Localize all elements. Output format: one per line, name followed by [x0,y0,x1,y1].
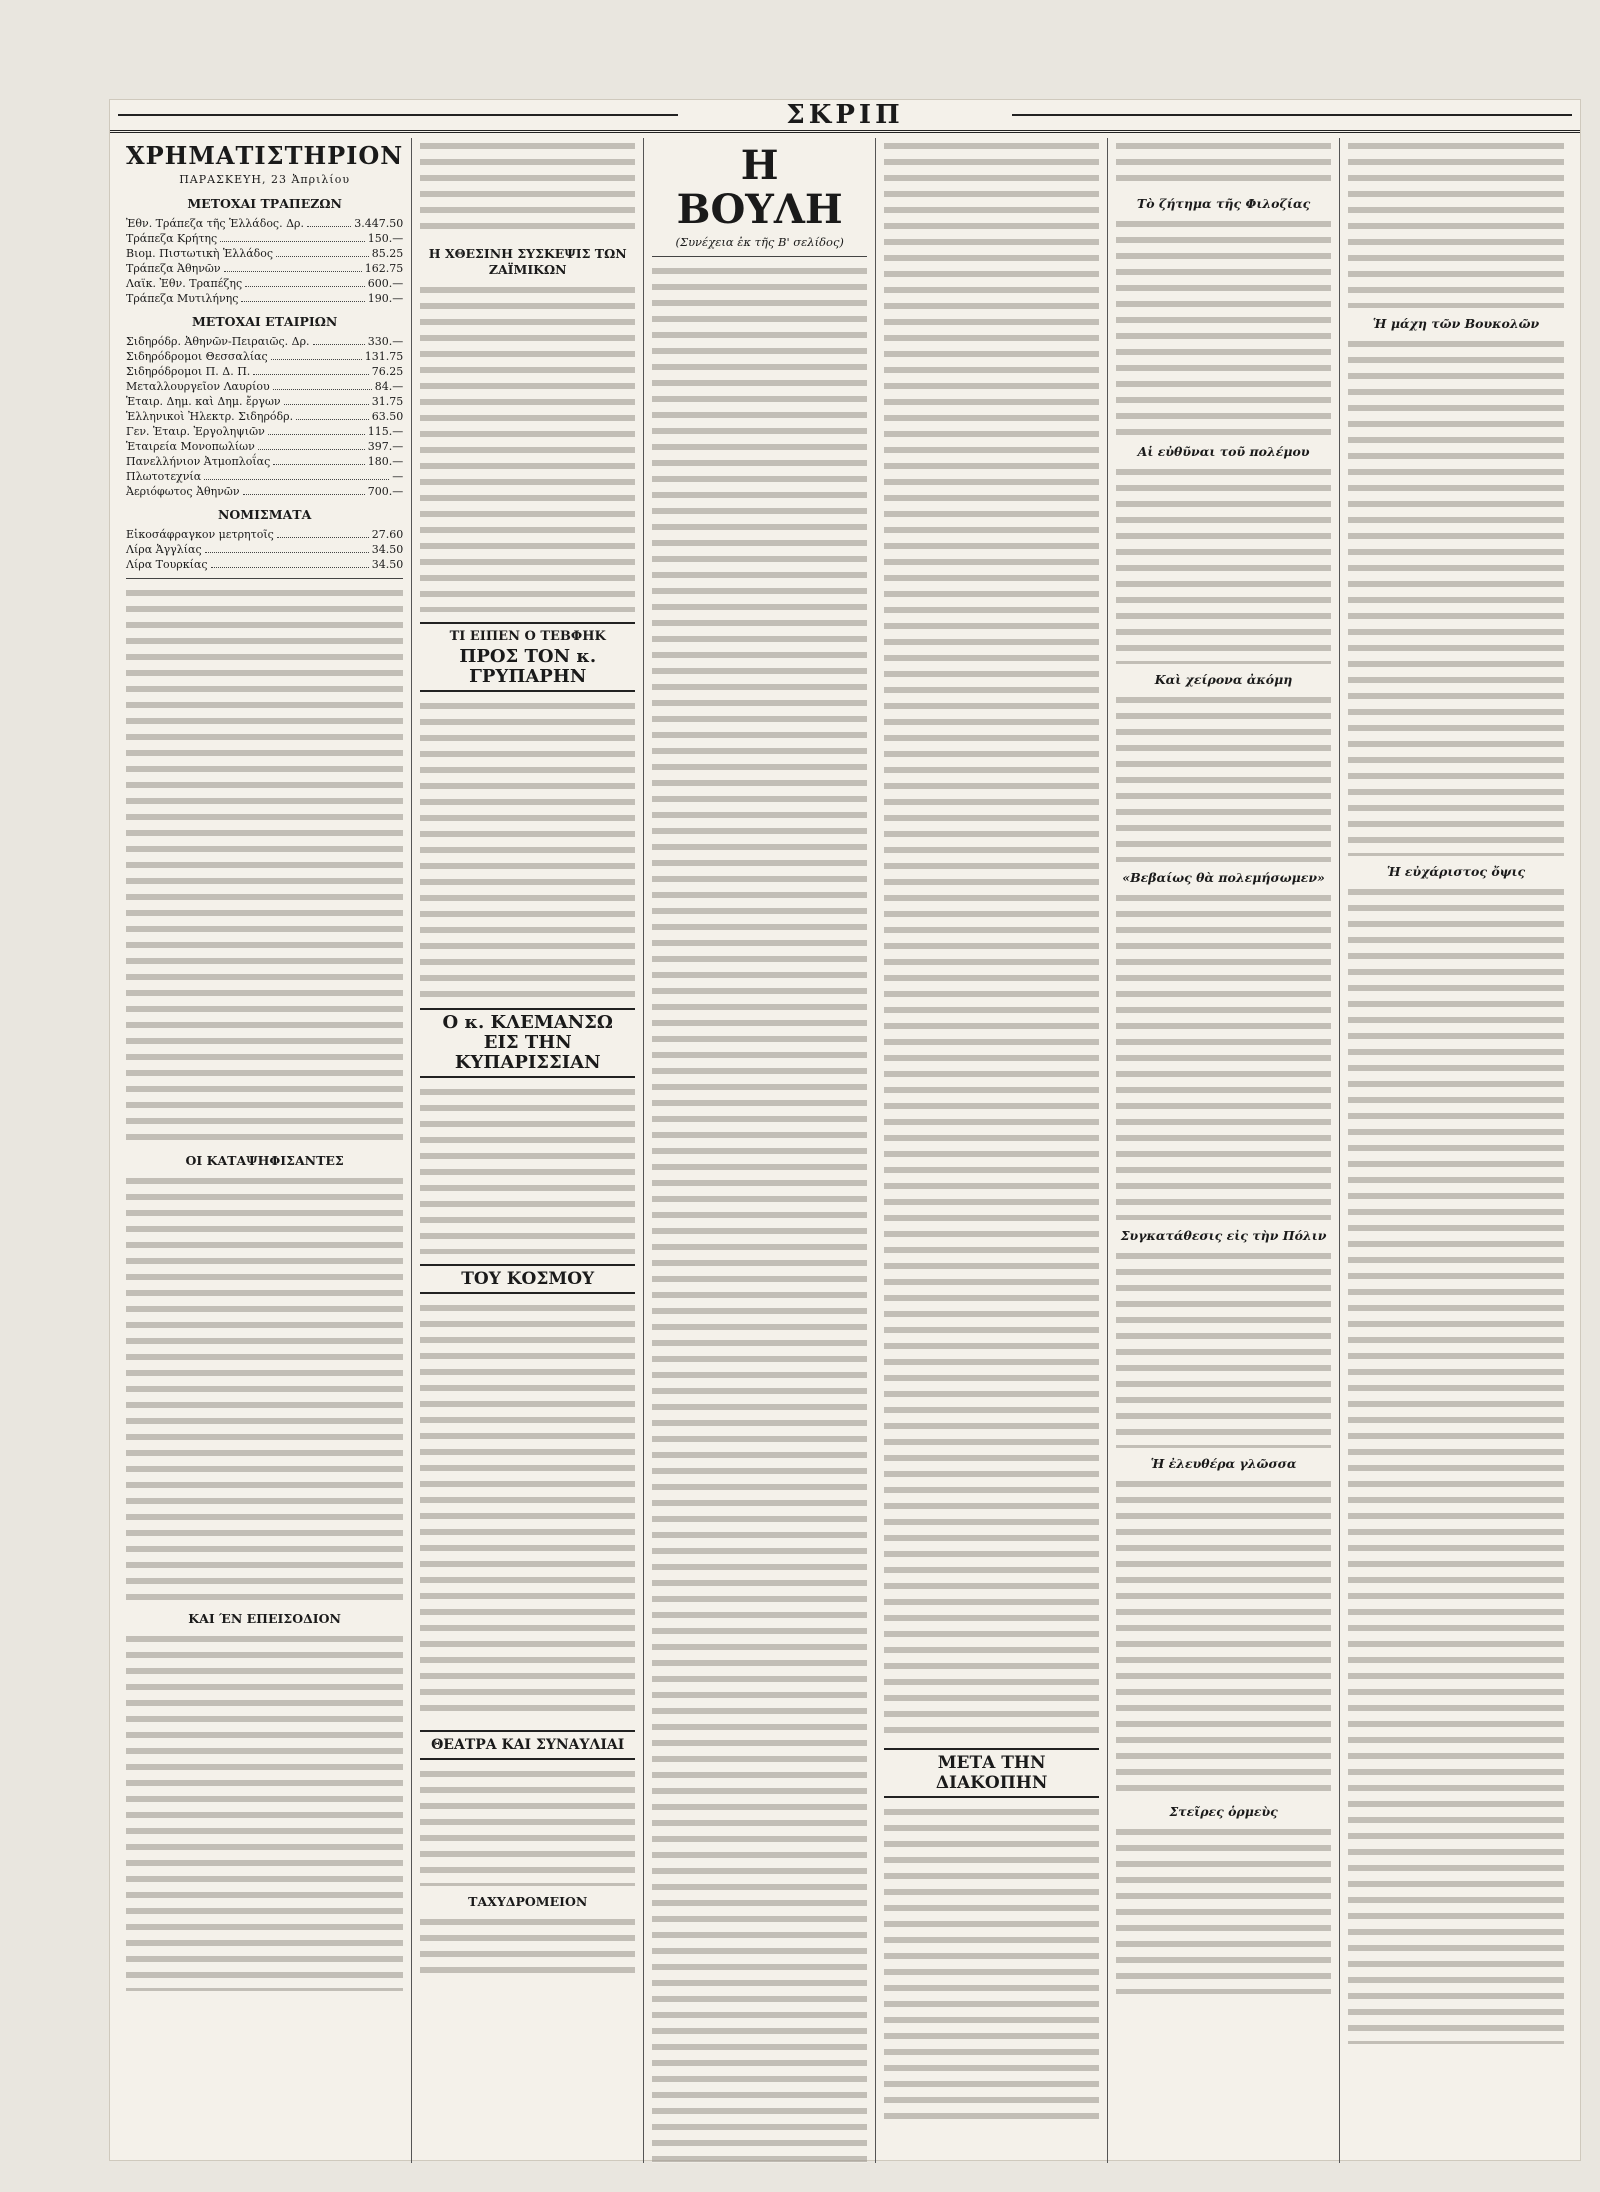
article-text-block [420,282,635,612]
leader-dots [296,409,369,420]
quote-value: 31.75 [371,395,404,408]
leader-dots [241,291,364,302]
column-2 [412,138,644,2163]
article-text-block [420,698,635,998]
quote-name: Ἑλληνικοὶ Ἠλεκτρ. Σιδηρόδρ. [126,410,294,423]
article-heading-box: ΤΟΥ ΚΟΣΜΟΥ [420,1264,635,1294]
coins-list [126,527,403,572]
quote-row [126,557,403,572]
article-text-block [1348,138,1564,308]
article-text-block [420,138,635,238]
column-4 [876,138,1108,2163]
quote-name: Σιδηρόδρομοι Θεσσαλίας [126,350,268,363]
quote-name: Γεν. Ἑταιρ. Ἐργοληψιῶν [126,425,265,438]
quote-name: Ἐθν. Τράπεζα τῆς Ἑλλάδος. Δρ. [126,217,304,230]
leader-dots [253,364,368,375]
article-text-block [884,1804,1099,2124]
leader-dots [313,334,365,345]
quote-row [126,409,403,424]
banks-list [126,216,403,306]
quote-value: 115.— [367,425,404,438]
divider [126,578,403,579]
quote-value: 190.— [367,292,404,305]
quote-name: Σιδηρόδρομοι Π. Δ. Π. [126,365,251,378]
quote-row [126,261,403,276]
quote-row [126,394,403,409]
quote-value: 330.— [367,335,404,348]
masthead-rule-right [1012,114,1572,116]
quote-row [126,334,403,349]
heading-line: Ο κ. ΚΛΕΜΑΝΣΩ [442,1012,613,1033]
quote-value: 27.60 [371,528,404,541]
article-subheading: Ἡ ἐλευθέρα γλῶσσα [1150,1456,1297,1471]
column-1 [118,138,412,2163]
quote-value: — [392,470,404,483]
quote-value: 397.— [367,440,404,453]
leader-dots [276,246,369,257]
quote-row [126,454,403,469]
quote-value: 180.— [367,455,404,468]
quote-value: 34.50 [371,543,404,556]
article-text-block [420,1300,635,1720]
article-subheading: Ἡ εὐχάριστος ὄψις [1386,864,1526,879]
banks-title: ΜΕΤΟΧΑΙ ΤΡΑΠΕΖΩΝ [187,196,342,211]
quote-value: 131.75 [364,350,404,363]
heading-line: ΠΡΟΣ ΤΟΝ κ. ΓΡΥΠΑΡΗΝ [459,646,597,687]
article-text-block [1116,1824,1331,1994]
quote-value: 700.— [367,485,404,498]
quote-value: 162.75 [364,262,404,275]
quote-name: Σιδηρόδρ. Ἀθηνῶν-Πειραιῶς. Δρ. [126,335,310,348]
article-text-block [126,1173,403,1603]
quote-name: Λίρα Ἀγγλίας [126,543,202,556]
quote-row [126,349,403,364]
quote-name: Βιομ. Πιστωτικὴ Ἑλλάδος [126,247,274,260]
parliament-subtitle: (Συνέχεια ἐκ τῆς Β' σελίδος) [675,235,844,249]
quote-value: 85.25 [371,247,404,260]
heading-line: ΤΙ ΕΙΠΕΝ Ο ΤΕΒΦΗΚ [449,629,606,644]
article-subheading: Καὶ χείρονα ἀκόμη [1154,672,1293,687]
leader-dots [258,439,365,450]
parliament-title: Η ΒΟΥΛΗ [676,142,843,233]
quote-value: 63.50 [371,410,404,423]
article-heading-box: ΘΕΑΤΡΑ ΚΑΙ ΣΥΝΑΥΛΙΑΙ [420,1730,635,1760]
leader-dots [243,484,365,495]
leader-dots [273,379,372,390]
article-subheading: ΤΑΧΥΔΡΟΜΕΙΟΝ [468,1894,588,1909]
quote-name: Πανελλήνιον Ἀτμοπλοΐας [126,455,271,468]
quote-name: Τράπεζα Ἀθηνῶν [126,262,221,275]
divider [652,256,867,257]
quote-row [126,424,403,439]
leader-dots [284,394,369,405]
quote-name: Μεταλλουργεῖον Λαυρίου [126,380,270,393]
quote-row [126,276,403,291]
article-text-block [126,1631,403,1991]
quote-name: Εἰκοσάφραγκον μετρητοῖς [126,528,274,541]
quote-value: 76.25 [371,365,404,378]
stock-exchange-heading: ΧΡΗΜΑΤΙΣΤΗΡΙΟΝ [126,141,404,170]
article-text-block [126,585,403,1145]
masthead-rule-left [118,114,678,116]
article-text-block [1116,464,1331,664]
article-subheading: ΟΙ ΚΑΤΑΨΗΦΙΣΑΝΤΕΣ [185,1153,344,1168]
leader-dots [220,231,365,242]
article-subheading: Τὸ ζήτημα τῆς Φιλοζίας [1136,196,1311,211]
masthead-title: ΣΚΡΙΠ [786,100,904,130]
masthead [110,100,1580,133]
quote-row [126,216,403,231]
heading-line: ΕΙΣ ΤΗΝ ΚΥΠΑΡΙΣΣΙΑΝ [454,1032,601,1073]
quote-row [126,231,403,246]
quote-row [126,364,403,379]
leader-dots [205,542,369,553]
article-subheading: Συγκατάθεσις εἰς τὴν Πόλιν [1120,1228,1327,1243]
article-subheading: Αἱ εὐθῦναι τοῦ πολέμου [1137,444,1310,459]
quote-row [126,291,403,306]
quote-name: Ἑταιρεία Μονοπωλίων [126,440,255,453]
quote-value: 3.447.50 [354,217,404,230]
article-text-block [420,1914,635,1974]
article-text-block [1116,138,1331,188]
quote-name: Ἑταιρ. Δημ. καὶ Δημ. ἔργων [126,395,281,408]
quote-name: Λαϊκ. Ἐθν. Τραπέζης [126,277,243,290]
article-subheading: ΚΑΙ ΈΝ ΕΠΕΙΣΟΔΙΟΝ [188,1611,341,1626]
quote-value: 150.— [367,232,404,245]
quote-name: Πλωτοτεχνία [126,470,202,483]
leader-dots [224,261,362,272]
coins-title: ΝΟΜΙΣΜΑΤΑ [217,507,312,522]
article-text-block [884,138,1099,1738]
quote-name: Ἀεριόφωτος Ἀθηνῶν [126,485,240,498]
leader-dots [273,454,364,465]
article-heading-box [420,622,635,692]
article-subheading: Η ΧΘΕΣΙΝΗ ΣΥΣΚΕΨΙΣ ΤΩΝ ΖΑΪΜΙΚΩΝ [428,246,627,277]
article-text-block [1348,336,1564,856]
quote-row [126,379,403,394]
companies-list [126,334,403,499]
column-5 [1108,138,1340,2163]
quote-name: Τράπεζα Κρήτης [126,232,218,245]
column-3 [644,138,876,2163]
quote-name: Λίρα Τουρκίας [126,558,208,571]
article-text-block [1116,1248,1331,1448]
article-text-block [652,263,867,2163]
quote-row [126,439,403,454]
article-heading-box [420,1008,635,1078]
quote-row [126,484,403,499]
quote-value: 34.50 [371,558,404,571]
quote-value: 84.— [374,380,404,393]
quote-name: Τράπεζα Μυτιλήνης [126,292,239,305]
article-subheading: «Βεβαίως θὰ πολεμήσωμεν» [1122,870,1325,885]
leader-dots [307,216,351,227]
quote-value: 600.— [367,277,404,290]
column-6 [1340,138,1572,2163]
article-subheading: Ἡ μάχη τῶν Βουκολῶν [1372,316,1540,331]
article-subheading: Στεῖρες ὁρμεὺς [1169,1804,1278,1819]
article-text-block [420,1766,635,1886]
article-text-block [1116,692,1331,862]
leader-dots [271,349,362,360]
quote-row [126,542,403,557]
leader-dots [277,527,369,538]
quote-row [126,246,403,261]
companies-title: ΜΕΤΟΧΑΙ ΕΤΑΙΡΙΩΝ [191,314,338,329]
article-text-block [1348,884,1564,2044]
article-heading-box: ΜΕΤΑ ΤΗΝ ΔΙΑΚΟΠΗΝ [884,1748,1099,1798]
leader-dots [268,424,365,435]
article-text-block [420,1084,635,1254]
article-text-block [1116,1476,1331,1796]
quote-row [126,469,403,484]
quote-row [126,527,403,542]
article-text-block [1116,216,1331,436]
leader-dots [204,469,389,480]
columns [118,138,1572,2150]
newspaper-page [110,100,1580,2160]
leader-dots [211,557,369,568]
stock-exchange-date: ΠΑΡΑΣΚΕΥΗ, 23 Ἀπριλίου [179,173,351,186]
leader-dots [245,276,365,287]
article-text-block [1116,890,1331,1220]
